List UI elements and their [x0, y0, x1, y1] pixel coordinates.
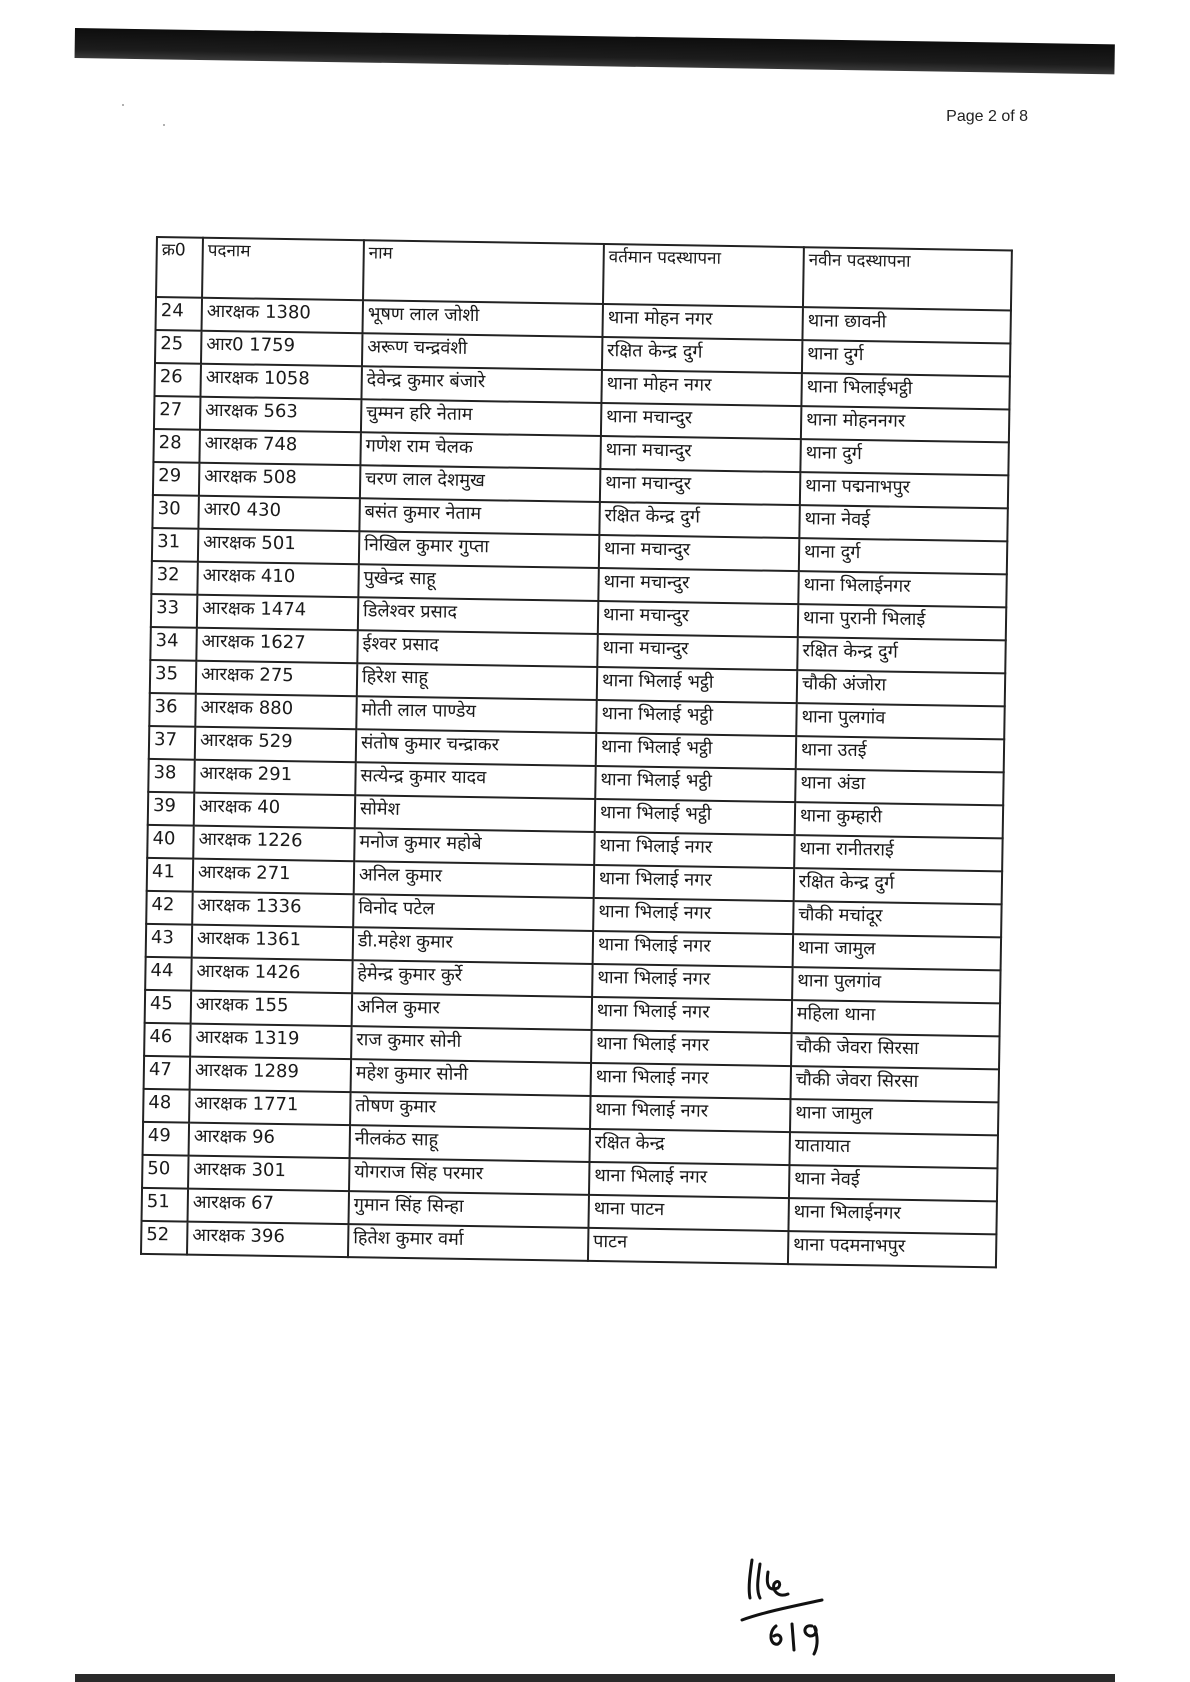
current-posting-cell: थाना भिलाई नगर [592, 997, 792, 1033]
current-posting-cell: रक्षित केन्द्र दुर्ग [599, 502, 799, 538]
serial-cell: 37 [149, 726, 196, 760]
current-posting-cell: थाना भिलाई भट्ठी [595, 799, 795, 835]
name-cell: बसंत कुमार नेताम [359, 498, 599, 535]
designation-cell: आरक्षक 880 [195, 694, 356, 730]
designation-cell: आरक्षक 508 [199, 463, 360, 499]
current-posting-cell: थाना भिलाई भट्ठी [596, 700, 796, 736]
serial-cell: 41 [147, 858, 194, 892]
designation-cell: आरक्षक 501 [198, 529, 359, 565]
serial-cell: 25 [155, 330, 202, 364]
current-posting-cell: थाना मचान्दुर [598, 568, 798, 604]
name-cell: हितेश कुमार वर्मा [348, 1224, 588, 1261]
new-posting-cell: थाना नेवई [799, 505, 1007, 541]
serial-cell: 29 [153, 462, 200, 496]
current-posting-cell: थाना मचान्दुर [599, 535, 799, 571]
new-posting-cell: थाना पुलगांव [792, 967, 1000, 1003]
name-cell: गुमान सिंह सिन्हा [349, 1191, 589, 1228]
current-posting-cell: थाना मचान्दुर [600, 436, 800, 472]
designation-cell: आरक्षक 1361 [192, 925, 353, 961]
serial-cell: 31 [152, 528, 199, 562]
current-posting-cell: थाना मचान्दुर [601, 403, 801, 439]
current-posting-cell: थाना भिलाई नगर [590, 1096, 790, 1132]
designation-cell: आरक्षक 1627 [196, 628, 357, 664]
serial-cell: 40 [147, 825, 194, 859]
name-cell: सत्येन्द्र कुमार यादव [355, 762, 595, 799]
serial-cell: 48 [143, 1089, 190, 1123]
serial-cell: 43 [146, 924, 193, 958]
new-posting-cell: थाना रानीतराई [794, 835, 1002, 871]
new-posting-cell: थाना दुर्ग [800, 439, 1008, 475]
serial-cell: 32 [151, 561, 198, 595]
serial-cell: 38 [148, 759, 195, 793]
new-posting-cell: थाना दुर्ग [799, 538, 1007, 574]
header-serial: क्र0 [156, 237, 203, 298]
designation-cell: आर0 1759 [201, 331, 362, 367]
new-posting-cell: थाना पुलगांव [796, 703, 1004, 739]
name-cell: महेश कुमार सोनी [351, 1059, 591, 1096]
name-cell: हिरेश साहू [357, 663, 597, 700]
name-cell: चरण लाल देशमुख [360, 465, 600, 502]
current-posting-cell: थाना पाटन [588, 1195, 788, 1231]
header-current-posting: वर्तमान पदस्थापना [603, 244, 804, 307]
scan-top-edge [75, 28, 1115, 74]
designation-cell: आरक्षक 1380 [202, 298, 363, 334]
designation-cell: आरक्षक 67 [188, 1189, 349, 1225]
name-cell: अरूण चन्द्रवंशी [362, 333, 602, 370]
new-posting-cell: थाना जामुल [793, 934, 1001, 970]
current-posting-cell: थाना मचान्दुर [598, 601, 798, 637]
new-posting-cell: थाना छावनी [802, 307, 1010, 343]
name-cell: अनिल कुमार [352, 993, 592, 1030]
designation-cell: आरक्षक 1058 [200, 364, 361, 400]
new-posting-cell: थाना अंडा [795, 769, 1003, 805]
signature-mark [738, 1554, 848, 1664]
designation-cell: आरक्षक 275 [196, 661, 357, 697]
name-cell: संतोष कुमार चन्द्राकर [356, 729, 596, 766]
designation-cell: आरक्षक 291 [194, 760, 355, 796]
name-cell: मनोज कुमार महोबे [354, 828, 594, 865]
designation-cell: आरक्षक 748 [199, 430, 360, 466]
current-posting-cell: थाना भिलाई नगर [589, 1162, 789, 1198]
serial-cell: 47 [144, 1056, 191, 1090]
serial-cell: 34 [150, 627, 197, 661]
name-cell: योगराज सिंह परमार [349, 1158, 589, 1195]
designation-cell: आरक्षक 1319 [190, 1024, 351, 1060]
new-posting-cell: रक्षित केन्द्र दुर्ग [797, 637, 1005, 673]
new-posting-cell: चौकी जेवरा सिरसा [791, 1033, 999, 1069]
name-cell: विनोद पटेल [353, 894, 593, 931]
designation-cell: आरक्षक 396 [187, 1222, 348, 1258]
header-new-posting: नवीन पदस्थापना [803, 247, 1012, 310]
name-cell: तोषण कुमार [350, 1092, 590, 1129]
serial-cell: 28 [153, 429, 200, 463]
handwritten-signature [738, 1554, 848, 1664]
scan-bottom-edge [75, 1674, 1115, 1682]
current-posting-cell: थाना भिलाई भट्ठी [597, 667, 797, 703]
transfer-table [140, 236, 1013, 1268]
serial-cell: 42 [146, 891, 193, 925]
new-posting-cell: रक्षित केन्द्र दुर्ग [794, 868, 1002, 904]
designation-cell: आरक्षक 1474 [197, 595, 358, 631]
current-posting-cell: पाटन [588, 1228, 788, 1264]
header-designation: पदनाम [202, 238, 364, 301]
current-posting-cell: थाना भिलाई भट्ठी [596, 733, 796, 769]
current-posting-cell: थाना मचान्दुर [600, 469, 800, 505]
serial-cell: 45 [145, 990, 192, 1024]
table-body [141, 297, 1011, 1267]
current-posting-cell: थाना भिलाई नगर [594, 865, 794, 901]
name-cell: सोमेश [355, 795, 595, 832]
new-posting-cell: थाना मोहननगर [801, 406, 1009, 442]
name-cell: मोती लाल पाण्डेय [356, 696, 596, 733]
current-posting-cell: थाना मोहन नगर [601, 370, 801, 406]
designation-cell: आरक्षक 563 [200, 397, 361, 433]
new-posting-cell: थाना कुम्हारी [795, 802, 1003, 838]
designation-cell: आरक्षक 1336 [192, 892, 353, 928]
new-posting-cell: थाना उतई [796, 736, 1004, 772]
name-cell: पुखेन्द्र साहू [358, 564, 598, 601]
current-posting-cell: थाना भिलाई नगर [592, 964, 792, 1000]
scan-speck [122, 104, 124, 106]
designation-cell: आरक्षक 271 [193, 859, 354, 895]
serial-cell: 50 [142, 1155, 189, 1189]
name-cell: राज कुमार सोनी [351, 1026, 591, 1063]
scan-speck [163, 124, 165, 126]
serial-cell: 33 [151, 594, 198, 628]
designation-cell: आर0 430 [198, 496, 359, 532]
serial-cell: 24 [156, 297, 203, 331]
new-posting-cell: थाना नेवई [789, 1165, 997, 1201]
designation-cell: आरक्षक 155 [191, 991, 352, 1027]
new-posting-cell: थाना दुर्ग [802, 340, 1010, 376]
designation-cell: आरक्षक 529 [195, 727, 356, 763]
serial-cell: 51 [142, 1188, 189, 1222]
designation-cell: आरक्षक 301 [188, 1156, 349, 1192]
designation-cell: आरक्षक 96 [189, 1123, 350, 1159]
new-posting-cell: थाना भिलाईनगर [788, 1198, 996, 1234]
roster-sheet [140, 236, 1011, 1268]
new-posting-cell: चौकी जेवरा सिरसा [791, 1066, 999, 1102]
serial-cell: 46 [144, 1023, 191, 1057]
new-posting-cell: थाना पुरानी भिलाई [798, 604, 1006, 640]
serial-cell: 36 [149, 693, 196, 727]
new-posting-cell: यातायात [789, 1132, 997, 1168]
serial-cell: 27 [154, 396, 201, 430]
name-cell: नीलकंठ साहू [350, 1125, 590, 1162]
serial-cell: 52 [141, 1221, 188, 1255]
designation-cell: आरक्षक 1426 [191, 958, 352, 994]
serial-cell: 39 [148, 792, 195, 826]
new-posting-cell: थाना भिलाईभट्ठी [801, 373, 1009, 409]
new-posting-cell: चौकी अंजोरा [797, 670, 1005, 706]
designation-cell: आरक्षक 1771 [189, 1090, 350, 1126]
header-name: नाम [363, 240, 604, 304]
name-cell: निखिल कुमार गुप्ता [359, 531, 599, 568]
designation-cell: आरक्षक 1289 [190, 1057, 351, 1093]
name-cell: देवेन्द्र कुमार बंजारे [361, 366, 601, 403]
new-posting-cell: थाना जामुल [790, 1099, 998, 1135]
name-cell: ईश्वर प्रसाद [357, 630, 597, 667]
serial-cell: 49 [143, 1122, 190, 1156]
name-cell: डिलेश्वर प्रसाद [358, 597, 598, 634]
serial-cell: 35 [150, 660, 197, 694]
name-cell: हेमेन्द्र कुमार कुर्रे [352, 960, 592, 997]
name-cell: भूषण लाल जोशी [362, 300, 602, 337]
current-posting-cell: थाना भिलाई नगर [591, 1063, 791, 1099]
new-posting-cell: चौकी मचांदूर [793, 901, 1001, 937]
current-posting-cell: थाना भिलाई नगर [593, 898, 793, 934]
current-posting-cell: रक्षित केन्द्र [590, 1129, 790, 1165]
designation-cell: आरक्षक 40 [194, 793, 355, 829]
page-number: Page 2 of 8 [946, 108, 1028, 125]
serial-cell: 30 [152, 495, 199, 529]
current-posting-cell: थाना मचान्दुर [597, 634, 797, 670]
current-posting-cell: रक्षित केन्द्र दुर्ग [602, 337, 802, 373]
new-posting-cell: थाना भिलाईनगर [798, 571, 1006, 607]
serial-cell: 44 [145, 957, 192, 991]
serial-cell: 26 [154, 363, 201, 397]
current-posting-cell: थाना भिलाई नगर [594, 832, 794, 868]
current-posting-cell: थाना भिलाई नगर [593, 931, 793, 967]
current-posting-cell: थाना भिलाई नगर [591, 1030, 791, 1066]
name-cell: डी.महेश कुमार [353, 927, 593, 964]
new-posting-cell: थाना पदमनाभपुर [788, 1231, 996, 1267]
name-cell: अनिल कुमार [354, 861, 594, 898]
designation-cell: आरक्षक 1226 [193, 826, 354, 862]
current-posting-cell: थाना भिलाई भट्ठी [595, 766, 795, 802]
current-posting-cell: थाना मोहन नगर [602, 304, 802, 340]
designation-cell: आरक्षक 410 [197, 562, 358, 598]
new-posting-cell: थाना पद्मनाभपुर [800, 472, 1008, 508]
name-cell: चुम्मन हरि नेताम [361, 399, 601, 436]
new-posting-cell: महिला थाना [792, 1000, 1000, 1036]
name-cell: गणेश राम चेलक [360, 432, 600, 469]
